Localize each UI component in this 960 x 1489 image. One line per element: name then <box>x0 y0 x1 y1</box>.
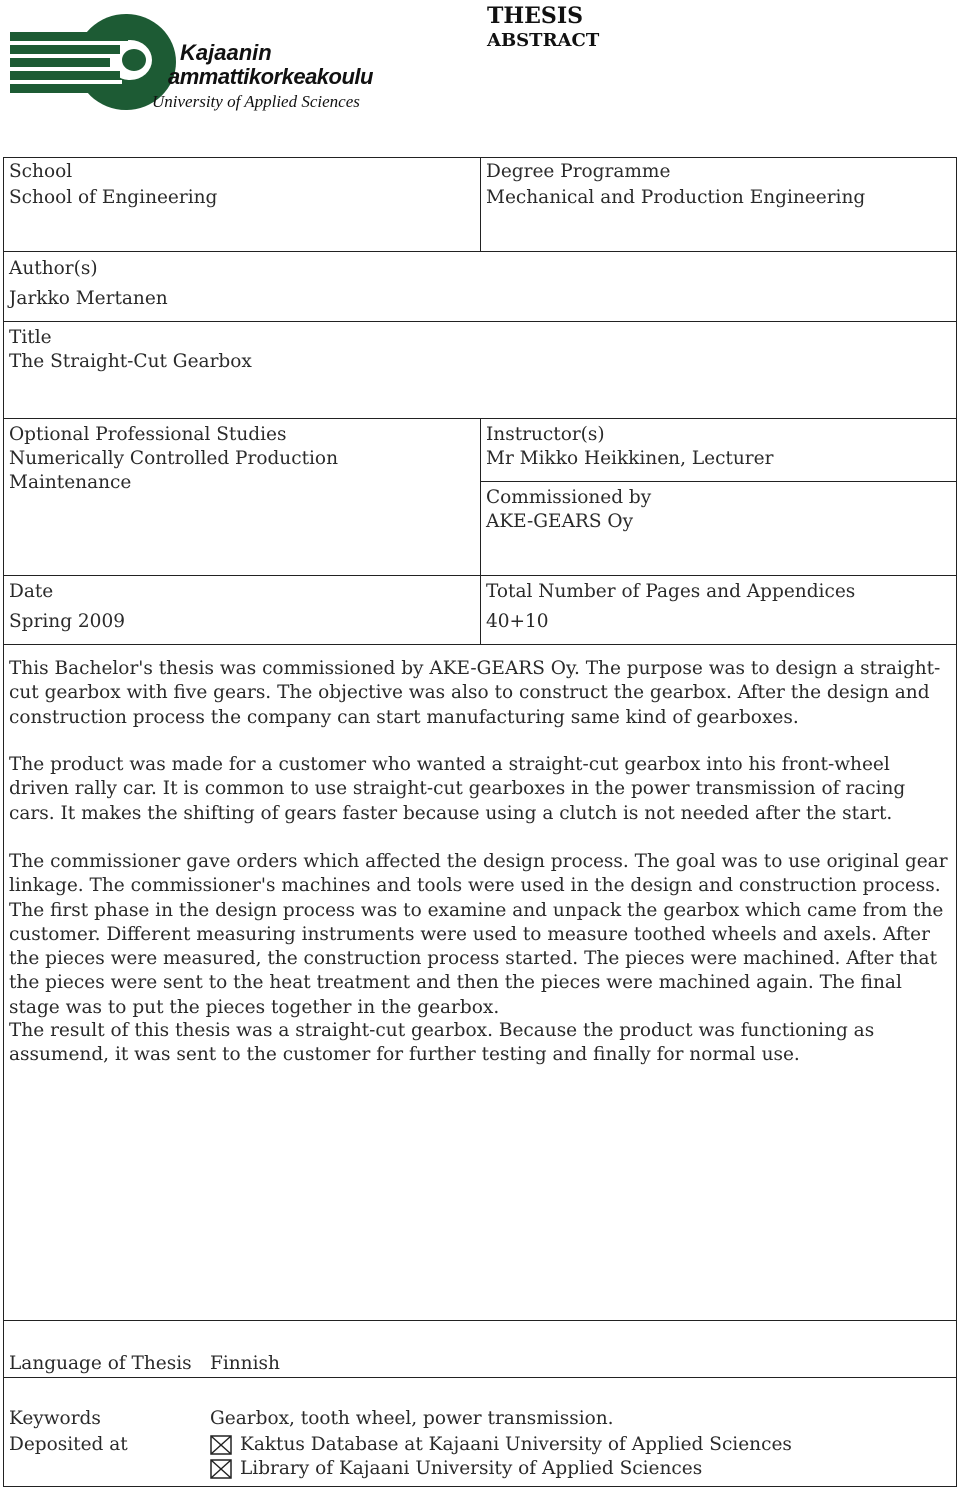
abstract-paragraph-1: This Bachelor's thesis was commissioned by AKE-GEARS Oy. The purpose was to design a straight-cut gearbox with five gears. The objective was also to construct the gearbox. After the design and construction process the company can start manufacturing same kind of gearboxes. <box>9 658 941 728</box>
deposited-label: Deposited at <box>9 1434 128 1455</box>
logo-line-3: University of Applied Sciences <box>152 92 360 111</box>
abstract-paragraph-3: The commissioner gave orders which affected the design process. The goal was to use original gear linkage. The commissioner's machines and tools were used in the design and construction process. The first phase in the design process was to examine and unpack the gearbox which came from the customer. Different measuring instruments were used to measure toothed wheels and axels. After the pieces were measured, the construction process started. The pieces were machined. After that the pieces were sent to the heat treatment and then the pieces were machined again. The final stage was to put the pieces together in the gearbox. <box>9 851 948 1018</box>
author-label: Author(s) <box>9 258 98 279</box>
abstract-paragraph-4: The result of this thesis was a straight-cut gearbox. Because the product was functioning as assumend, it was sent to the customer for further testing and finally for normal use. <box>9 1020 875 1066</box>
document-subtitle: ABSTRACT <box>487 30 600 51</box>
studies-label: Optional Professional Studies <box>9 424 287 445</box>
title-value: The Straight-Cut Gearbox <box>9 351 252 372</box>
pages-label: Total Number of Pages and Appendices <box>486 581 856 602</box>
deposit-item[interactable] <box>210 1433 792 1457</box>
document-title: THESIS <box>487 3 583 29</box>
language-value: Finnish <box>210 1353 280 1374</box>
checked-box-icon[interactable] <box>210 1435 232 1455</box>
checked-box-icon[interactable] <box>210 1459 232 1479</box>
logo-line-2: ammattikorkeakoulu <box>168 64 373 89</box>
studies-value-line2: Maintenance <box>9 472 132 493</box>
keywords-label: Keywords <box>9 1408 101 1429</box>
deposit-item-label: Library of Kajaani University of Applied Sciences <box>240 1458 703 1479</box>
school-label: School <box>9 161 73 182</box>
deposit-item[interactable] <box>210 1457 702 1481</box>
date-value: Spring 2009 <box>9 611 125 632</box>
commissioned-value: AKE-GEARS Oy <box>486 511 634 532</box>
instructor-value: Mr Mikko Heikkinen, Lecturer <box>486 448 774 469</box>
university-logo <box>8 4 400 118</box>
date-label: Date <box>9 581 54 602</box>
commissioned-label: Commissioned by <box>486 487 652 508</box>
title-label: Title <box>9 327 52 348</box>
instructor-label: Instructor(s) <box>486 424 605 445</box>
degree-label: Degree Programme <box>486 161 671 182</box>
degree-value: Mechanical and Production Engineering <box>486 187 866 208</box>
deposit-item-label: Kaktus Database at Kajaani University of Applied Sciences <box>240 1434 792 1455</box>
abstract-paragraph-2: The product was made for a customer who wanted a straight-cut gearbox into his front-wheel driven rally car. It is common to use straight-cut gearboxes in the power transmission of racing cars. It makes the shifting of gears faster because using a clutch is not needed after the start. <box>9 754 906 824</box>
pages-value: 40+10 <box>486 611 549 632</box>
language-label: Language of Thesis <box>9 1353 192 1374</box>
studies-value-line1: Numerically Controlled Production <box>9 448 338 469</box>
logo-line-1: Kajaanin <box>180 40 272 65</box>
keywords-value: Gearbox, tooth wheel, power transmission. <box>210 1408 614 1429</box>
school-value: School of Engineering <box>9 187 218 208</box>
author-value: Jarkko Mertanen <box>9 288 168 309</box>
